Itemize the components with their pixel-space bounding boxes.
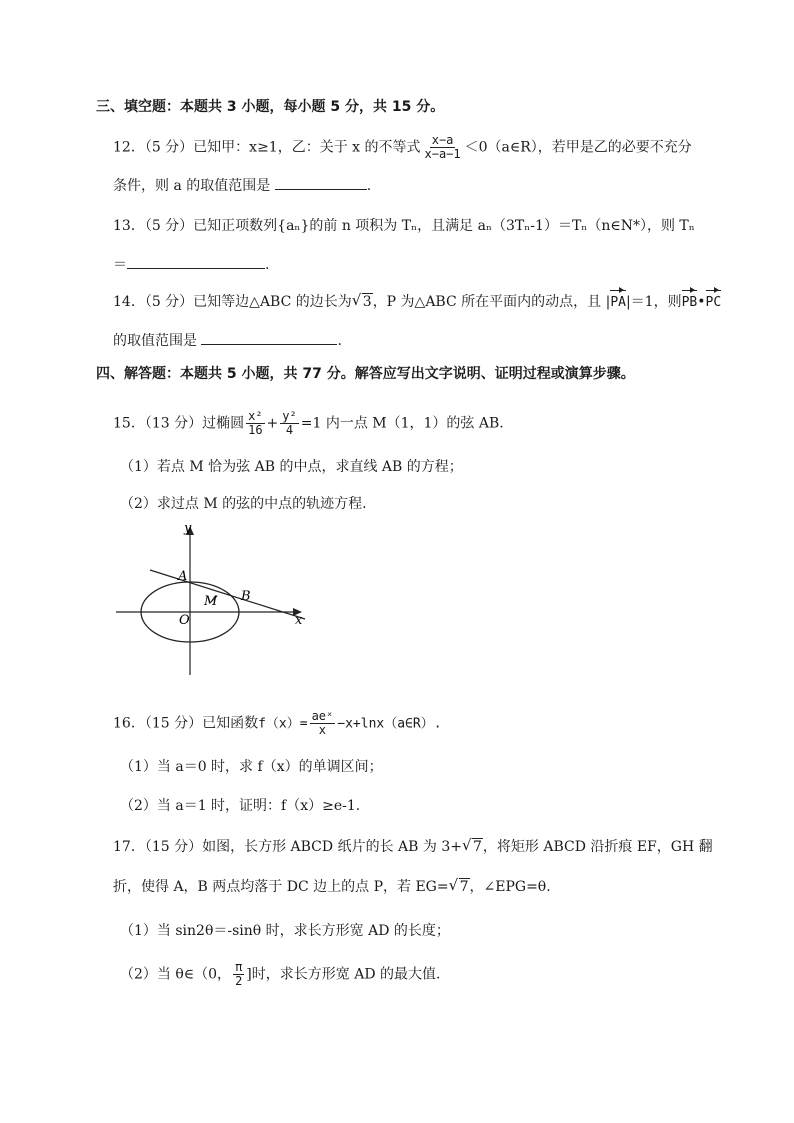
q16-frac-den: x xyxy=(318,723,327,737)
q12-line1 xyxy=(113,134,692,161)
q14-mid2: |＝1，则 xyxy=(625,294,682,310)
q17-frac-den: 2 xyxy=(235,974,243,988)
vector-pc: PC xyxy=(706,293,722,313)
q13-end: . xyxy=(265,257,270,273)
q13-equals: ＝ xyxy=(113,257,127,273)
q14-sqrt-value: 3 xyxy=(362,294,372,310)
point-b-label: B xyxy=(241,589,251,604)
q14-answer-blank[interactable] xyxy=(201,330,337,345)
q14-prefix: 14．（5 分）已知等边△ABC 的边长为 xyxy=(113,294,352,310)
section-4-title: 四、解答题：本题共 5 小题，共 77 分。解答应写出文字说明、证明过程或演算步骤。 xyxy=(96,366,635,382)
q15-part2: （2）求过点 M 的弦的中点的轨迹方程. xyxy=(120,496,367,512)
q13-answer-blank[interactable] xyxy=(127,254,265,269)
q17-l1-suffix: ，将矩形 ABCD 沿折痕 EF，GH 翻 xyxy=(482,839,713,855)
q17-sqrt1-value: 7 xyxy=(472,839,482,855)
x-label: x xyxy=(295,613,303,628)
dot-operator: • xyxy=(697,294,706,310)
q12-suffix: ＜0（a∈R），若甲是乙的必要不充分 xyxy=(464,139,692,156)
q12-frac-den: x−a−1 xyxy=(424,147,461,161)
section-3-title: 三、填空题：本题共 3 小题，每小题 5 分，共 15 分。 xyxy=(96,99,445,115)
q15-frac-x-den: 16 xyxy=(248,423,263,437)
q16-suffix: −x+lnx（a∈R）. xyxy=(337,716,442,732)
q17-line1 xyxy=(113,837,713,857)
q12-prefix: 12．（5 分）已知甲：x≥1，乙：关于 x 的不等式 xyxy=(113,139,421,156)
q16-frac-num: aeˣ xyxy=(311,709,334,723)
q16-prefix: 16．（15 分）已知函数 xyxy=(113,715,259,732)
vector-pa: PA xyxy=(610,293,626,313)
q17-l2-prefix: 折，使得 A，B 两点均落于 DC 边上的点 P，若 EG= xyxy=(113,879,449,895)
q16-fx: f（x）= xyxy=(258,716,308,732)
q17-part2 xyxy=(120,961,440,988)
q12-line2 xyxy=(113,175,371,196)
q17-l2-suffix: ，∠EPG=θ. xyxy=(469,879,551,895)
q15-plus: + xyxy=(266,415,279,432)
q17-sqrt1 xyxy=(462,837,483,857)
q14-line1 xyxy=(113,292,721,313)
q12-line2-text: 条件，则 a 的取值范围是 xyxy=(113,178,271,194)
q17-frac-num: π xyxy=(235,960,243,974)
q12-frac-num: x−a xyxy=(431,133,454,147)
q17-l1-prefix: 17．（15 分）如图，长方形 ABCD 纸片的长 AB 为 3+ xyxy=(113,839,462,855)
q17-line2 xyxy=(113,877,551,897)
q14-line2-text: 的取值范围是 xyxy=(113,333,197,349)
q14-end: . xyxy=(337,333,342,349)
q15-prefix: 15．（13 分）过椭圆 xyxy=(113,415,245,432)
q17-p2-prefix: （2）当 θ∈（0， xyxy=(120,966,232,983)
q16-part2: （2）当 a＝1 时，证明：f（x）≥e-1. xyxy=(120,798,361,814)
q17-p2-suffix: ]时，求长方形宽 AD 的最大值. xyxy=(246,966,441,983)
point-a-label: A xyxy=(178,569,188,584)
q15-part1: （1）若点 M 恰为弦 AB 的中点，求直线 AB 的方程； xyxy=(120,459,463,475)
q15-suffix: =1 内一点 M（1，1）的弦 AB. xyxy=(300,415,504,432)
q16-line1 xyxy=(113,710,442,737)
origin-label: O xyxy=(179,613,190,628)
point-m-label: M xyxy=(204,594,218,609)
q14-sqrt xyxy=(352,292,373,312)
y-label: y xyxy=(184,521,192,536)
q13-line1: 13．（5 分）已知正项数列{aₙ}的前 n 项积为 Tₙ，且满足 aₙ（3Tₙ-1）＝Tₙ（n∈N*），则 Tₙ xyxy=(113,218,695,234)
ellipse-figure xyxy=(110,520,310,680)
q17-pi-fraction xyxy=(233,961,244,988)
q16-fraction xyxy=(310,710,336,737)
q17-part1: （1）当 sin2θ＝-sinθ 时，求长方形宽 AD 的长度； xyxy=(120,923,450,939)
q13-line2 xyxy=(113,254,269,275)
q16-part1: （1）当 a＝0 时，求 f（x）的单调区间； xyxy=(120,759,383,775)
q14-mid: ，P 为△ABC 所在平面内的动点，且 | xyxy=(372,294,611,310)
q12-fraction xyxy=(423,134,463,161)
q15-frac-y-num: y² xyxy=(282,409,297,423)
q12-answer-blank[interactable] xyxy=(275,175,367,190)
vector-pb: PB xyxy=(682,293,698,313)
q12-end: . xyxy=(366,178,372,194)
q17-sqrt2-value: 7 xyxy=(459,879,469,895)
q15-line1 xyxy=(113,410,504,437)
q17-sqrt2 xyxy=(449,877,470,897)
q15-frac-y xyxy=(280,410,298,437)
q15-frac-x xyxy=(246,410,264,437)
q15-frac-y-den: 4 xyxy=(285,423,294,437)
q14-line2 xyxy=(113,330,342,351)
q15-frac-x-num: x² xyxy=(248,409,263,423)
